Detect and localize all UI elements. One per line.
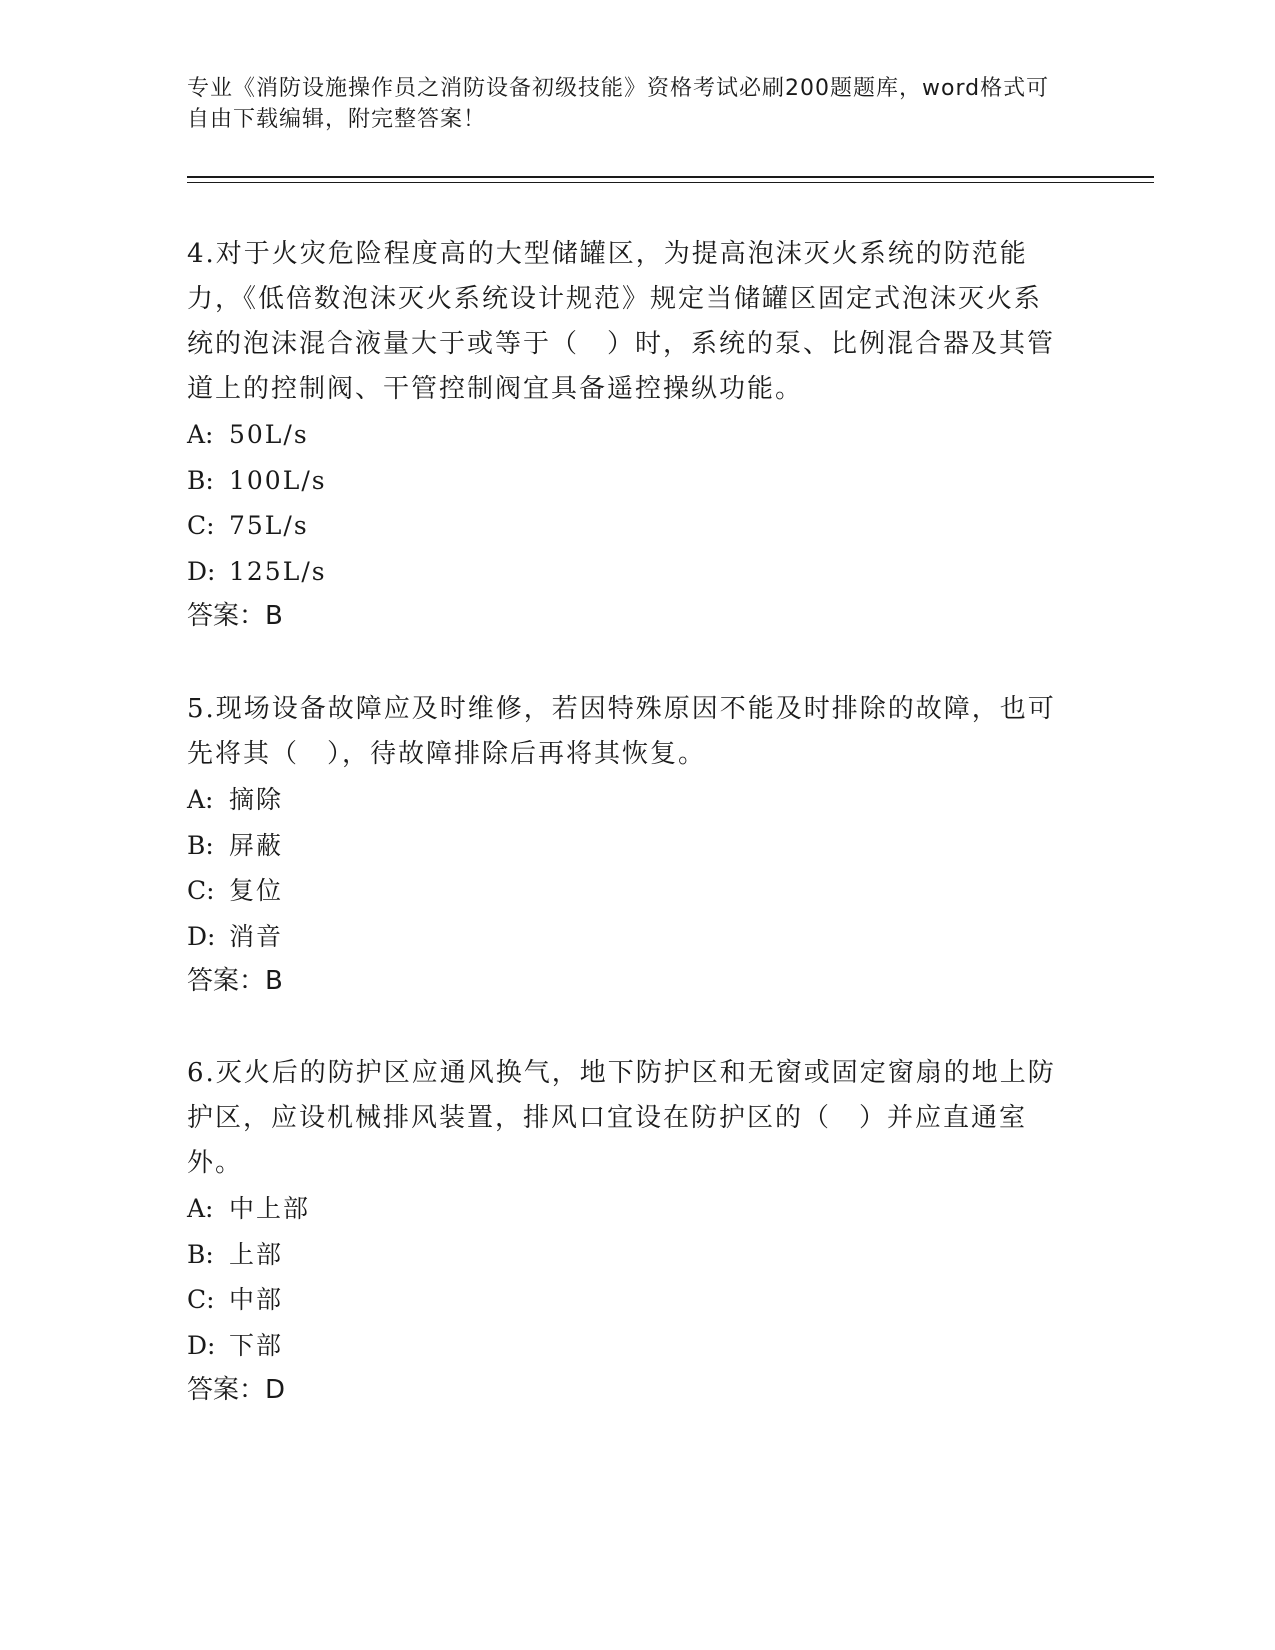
- option-text: 75L/s: [229, 511, 309, 540]
- option-b: [187, 1232, 1067, 1278]
- option-key: D:: [187, 556, 216, 586]
- question-stem: 4.对于火灾危险程度高的大型储罐区，为提高泡沫灭火系统的防范能力，《低倍数泡沫灭火系统设计规范》规定当储罐区固定式泡沫灭火系统的泡沫混合液量大于或等于（ ）时，系统的泵、比例混合器及其管道上的控制阀、干管控制阀宜具备遥控操纵功能。: [187, 239, 1056, 404]
- answer-line: 答案：D: [187, 1375, 286, 1405]
- question-stem: 6.灭火后的防护区应通风换气，地下防护区和无窗或固定窗扇的地上防护区，应设机械排风装置，排风口宜设在防护区的（ ）并应直通室外。: [187, 1058, 1056, 1178]
- option-a: [187, 412, 1067, 458]
- option-key: D:: [187, 1330, 216, 1360]
- option-text: 中上部: [229, 1194, 311, 1223]
- option-d: [187, 549, 1067, 595]
- option-key: A:: [187, 1194, 214, 1223]
- option-key: D:: [187, 921, 216, 951]
- option-text: 125L/s: [229, 556, 327, 586]
- option-a: [187, 777, 1067, 823]
- header-divider-thick: [187, 176, 1154, 178]
- option-key: B:: [187, 830, 214, 860]
- answer-line: 答案：B: [187, 601, 283, 631]
- question-4: [187, 232, 1067, 639]
- option-key: C:: [187, 511, 215, 540]
- option-c: [187, 868, 1067, 914]
- option-text: 摘除: [229, 785, 284, 814]
- option-key: B:: [187, 465, 214, 495]
- document-header: 专业《消防设施操作员之消防设备初级技能》资格考试必刷200题题库，word格式可自由下载编辑，附完整答案！: [187, 76, 1050, 132]
- option-b: [187, 458, 1067, 504]
- option-key: A:: [187, 420, 214, 449]
- option-text: 消音: [229, 921, 284, 951]
- option-text: 下部: [229, 1330, 284, 1360]
- option-c: [187, 1277, 1067, 1323]
- option-d: [187, 1323, 1067, 1369]
- option-d: [187, 914, 1067, 960]
- option-key: C:: [187, 876, 215, 905]
- answer-line: 答案：B: [187, 966, 283, 996]
- question-5: [187, 687, 1067, 1004]
- question-6: [187, 1051, 1067, 1413]
- question-stem: 5.现场设备故障应及时维修，若因特殊原因不能及时排除的故障，也可先将其（ ），待故障排除后再将其恢复。: [187, 694, 1056, 769]
- option-text: 复位: [229, 876, 284, 905]
- option-b: [187, 823, 1067, 869]
- header-divider-thin: [187, 182, 1154, 183]
- option-key: B:: [187, 1239, 214, 1269]
- option-key: A:: [187, 785, 214, 814]
- option-a: [187, 1186, 1067, 1232]
- option-text: 屏蔽: [229, 830, 284, 860]
- option-key: C:: [187, 1285, 215, 1314]
- option-text: 50L/s: [229, 420, 309, 449]
- option-text: 上部: [229, 1239, 284, 1269]
- option-text: 中部: [229, 1285, 284, 1314]
- option-c: [187, 503, 1067, 549]
- option-text: 100L/s: [229, 465, 327, 495]
